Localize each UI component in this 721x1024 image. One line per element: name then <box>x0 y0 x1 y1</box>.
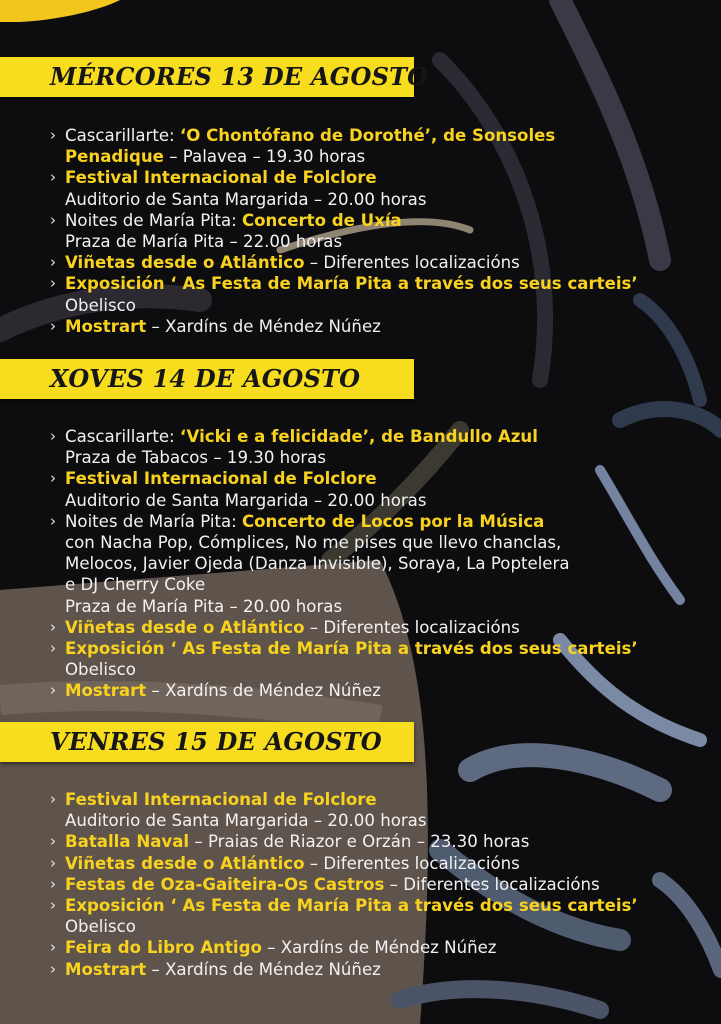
event-detail-line <box>50 532 710 553</box>
chevron-right-icon: › <box>50 874 56 893</box>
event-highlight-text: Festas de Oza-Gaiteira-Os Castros <box>65 874 385 894</box>
day-title: VENRES 15 DE AGOSTO <box>50 727 382 756</box>
event-highlight-text: Mostrart <box>65 959 147 979</box>
day-banner-venres <box>0 722 414 762</box>
event-text: Auditorio de Santa Margarida – 20.00 horas <box>65 490 427 510</box>
event-text: – Praias de Riazor e Orzán – 23.30 horas <box>189 832 530 852</box>
day-banner-xoves <box>0 359 414 399</box>
event-highlight-text: Exposición ‘ As Festa de María Pita a través dos seus carteis’ <box>65 274 638 294</box>
chevron-right-icon: › <box>50 274 56 293</box>
event-detail-line <box>50 596 710 617</box>
chevron-right-icon: › <box>50 511 56 530</box>
event-text: Auditorio de Santa Margarida – 20.00 horas <box>65 189 427 209</box>
event-text: Cascarillarte: <box>65 427 180 446</box>
event-text: Cascarillarte: <box>65 126 180 145</box>
event-text: – Diferentes localizacións <box>304 853 520 873</box>
event-text: e DJ Cherry Coke <box>65 575 206 595</box>
event-text: Praza de Tabacos – 19.30 horas <box>65 448 326 468</box>
event-highlight-text: Mostrart <box>65 681 147 701</box>
event-list-venres <box>50 789 710 980</box>
event-text: Auditorio de Santa Margarida – 20.00 horas <box>65 811 427 831</box>
event-line <box>50 831 710 852</box>
chevron-right-icon: › <box>50 853 56 872</box>
event-text: Noites de María Pita: <box>65 210 242 230</box>
chevron-right-icon: › <box>50 168 56 187</box>
event-detail-line <box>50 490 710 511</box>
event-detail-line <box>50 916 710 937</box>
event-list-mercores <box>50 125 710 337</box>
chevron-right-icon: › <box>50 126 56 144</box>
event-detail-line <box>50 659 710 680</box>
event-text: – Diferentes localizacións <box>304 617 520 637</box>
event-text: – Diferentes localizacións <box>304 253 520 273</box>
event-highlight-text: Concerto de Locos por la Música <box>241 511 545 531</box>
event-line <box>50 252 710 273</box>
event-highlight-text: Batalla Naval <box>65 832 190 852</box>
event-detail-line <box>50 810 710 831</box>
event-highlight-text: Exposición ‘ As Festa de María Pita a través dos seus carteis’ <box>65 638 638 658</box>
event-line <box>50 426 710 447</box>
event-text: Praza de María Pita – 22.00 horas <box>65 231 343 251</box>
event-highlight-text: Viñetas desde o Atlántico <box>65 253 305 273</box>
chevron-right-icon: › <box>50 253 56 272</box>
event-line <box>50 638 710 659</box>
event-text: Obelisco <box>65 660 136 680</box>
event-text: – Palavea – 19.30 horas <box>163 147 366 167</box>
event-highlight-text: Concerto de Uxía <box>241 210 402 230</box>
event-line <box>50 853 710 874</box>
event-line <box>50 959 710 980</box>
event-highlight-text: Feira do Libro Antigo <box>65 938 262 958</box>
event-detail-line <box>50 447 710 468</box>
day-title: XOVES 14 DE AGOSTO <box>50 364 361 393</box>
event-detail-line <box>50 189 710 210</box>
event-text: – Xardíns de Méndez Núñez <box>261 938 497 958</box>
event-highlight-text: Mostrart <box>65 316 147 336</box>
event-text: – Xardíns de Méndez Núñez <box>146 316 381 336</box>
event-line <box>50 468 710 489</box>
event-line <box>50 937 710 958</box>
event-text: – Xardíns de Méndez Núñez <box>146 959 381 979</box>
chevron-right-icon: › <box>50 469 56 488</box>
event-highlight-text: ‘O Chontófano de Dorothé’, de Sonsoles <box>179 126 556 145</box>
event-line <box>50 680 710 701</box>
event-highlight-text: ‘Vicki e a felicidade’, de Bandullo Azul <box>179 427 538 446</box>
event-text: – Diferentes localizacións <box>384 874 600 894</box>
event-line <box>50 511 710 532</box>
chevron-right-icon: › <box>50 895 56 914</box>
event-text: Obelisco <box>65 917 136 937</box>
chevron-right-icon: › <box>50 938 56 957</box>
event-line <box>50 125 710 146</box>
event-detail-line <box>50 231 710 252</box>
event-line <box>50 167 710 188</box>
event-detail-line <box>50 295 710 316</box>
event-detail-line <box>50 553 710 574</box>
event-line <box>50 273 710 294</box>
event-list-xoves <box>50 426 710 701</box>
chevron-right-icon: › <box>50 617 56 636</box>
event-text: Melocos, Javier Ojeda (Danza Invisible), Soraya, La Poptelera <box>65 554 570 574</box>
event-line <box>50 617 710 638</box>
chevron-right-icon: › <box>50 959 56 978</box>
event-detail-line <box>50 574 710 595</box>
chevron-right-icon: › <box>50 832 56 851</box>
event-highlight-text: Festival Internacional de Folclore <box>65 168 377 188</box>
event-highlight-text: Exposición ‘ As Festa de María Pita a través dos seus carteis’ <box>65 895 638 915</box>
event-highlight-text: Penadique <box>65 147 164 167</box>
chevron-right-icon: › <box>50 681 56 700</box>
chevron-right-icon: › <box>50 210 56 229</box>
event-text: – Xardíns de Méndez Núñez <box>146 681 381 701</box>
chevron-right-icon: › <box>50 316 56 335</box>
event-detail-line <box>50 146 710 167</box>
chevron-right-icon: › <box>50 790 56 808</box>
event-highlight-text: Festival Internacional de Folclore <box>65 469 377 489</box>
event-text: Praza de María Pita – 20.00 horas <box>65 596 343 616</box>
day-banner-mercores <box>0 57 429 97</box>
event-highlight-text: Viñetas desde o Atlántico <box>65 853 305 873</box>
event-text: con Nacha Pop, Cómplices, No me pises que llevo chanclas, <box>65 532 562 552</box>
event-line <box>50 874 710 895</box>
chevron-right-icon: › <box>50 638 56 657</box>
event-line <box>50 210 710 231</box>
event-highlight-text: Festival Internacional de Folclore <box>65 790 377 809</box>
event-line <box>50 895 710 916</box>
event-line <box>50 316 710 337</box>
event-highlight-text: Viñetas desde o Atlántico <box>65 617 305 637</box>
chevron-right-icon: › <box>50 427 56 445</box>
event-line <box>50 789 710 810</box>
event-text: Obelisco <box>65 295 136 315</box>
day-title: MÉRCORES 13 DE AGOSTO <box>50 62 429 91</box>
event-text: Noites de María Pita: <box>65 511 242 531</box>
